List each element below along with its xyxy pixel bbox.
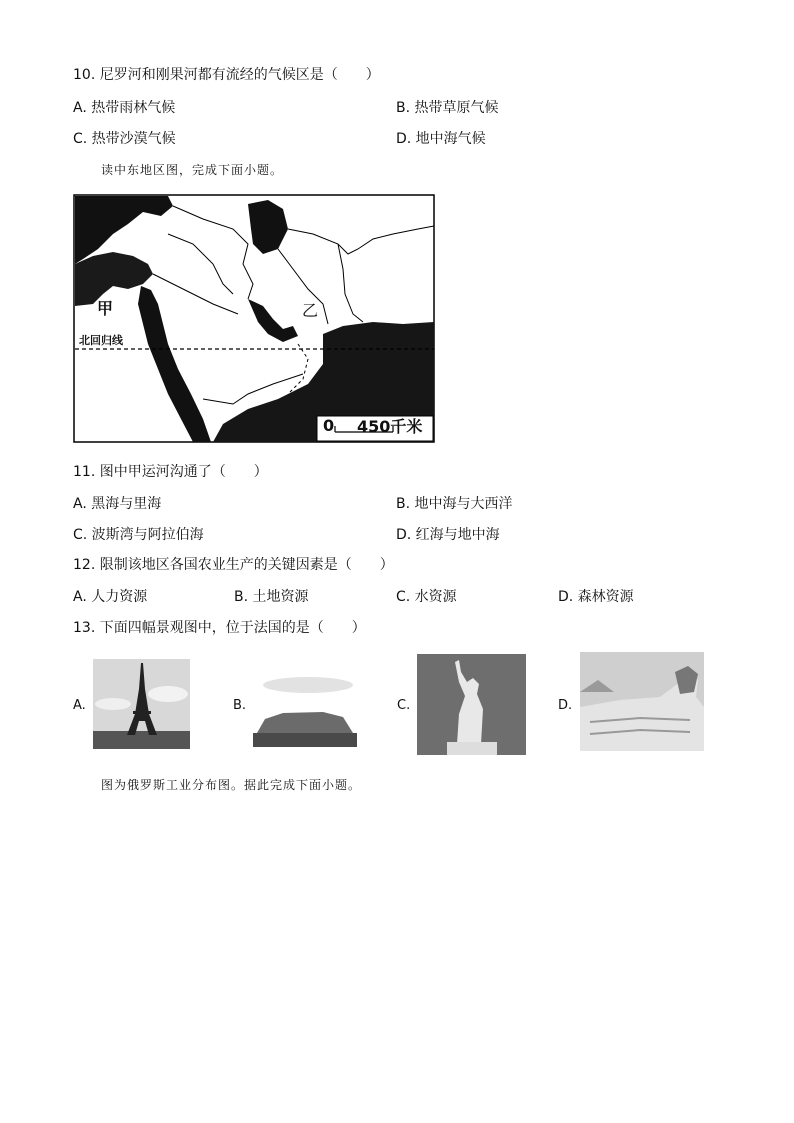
q12-option-a: A. 人力资源: [73, 589, 148, 605]
sphinx-image: [580, 652, 704, 751]
middle-east-map: [73, 194, 435, 443]
q10-option-d: D. 地中海气候: [396, 131, 486, 147]
eiffel-tower-image: [93, 659, 190, 749]
q10-stem: 10. 尼罗河和刚果河都有流经的气候区是（ ）: [73, 67, 380, 83]
q10-option-c: C. 热带沙漠气候: [73, 131, 176, 147]
q11-stem: 11. 图中甲运河沟通了（ ）: [73, 464, 268, 480]
q13-label-a: A.: [73, 698, 86, 713]
scale-zero: 0: [323, 416, 335, 435]
q11-option-a: A. 黑海与里海: [73, 496, 162, 512]
uluru-image: [253, 657, 357, 747]
tropic-of-cancer-label: 北回归线: [79, 334, 123, 347]
statue-of-liberty-image: [417, 654, 526, 755]
q13-label-c: C.: [397, 698, 411, 713]
q12-option-d: D. 森林资源: [558, 589, 634, 605]
intro-russia-industry: 图为俄罗斯工业分布图。据此完成下面小题。: [101, 778, 362, 792]
q11-option-b: B. 地中海与大西洋: [396, 496, 513, 512]
intro-middle-east: 读中东地区图，完成下面小题。: [101, 163, 284, 177]
q10-option-a: A. 热带雨林气候: [73, 100, 176, 116]
map-label-yi: 乙: [302, 301, 319, 320]
q11-option-d: D. 红海与地中海: [396, 527, 500, 543]
q13-label-b: B.: [233, 698, 247, 713]
q10-option-b: B. 热带草原气候: [396, 100, 499, 116]
q13-label-d: D.: [558, 698, 573, 713]
q12-option-b: B. 土地资源: [234, 589, 309, 605]
q12-option-c: C. 水资源: [396, 589, 457, 605]
q12-stem: 12. 限制该地区各国农业生产的关键因素是（ ）: [73, 557, 394, 573]
scale-label: 450千米: [357, 417, 423, 436]
q13-stem: 13. 下面四幅景观图中，位于法国的是（ ）: [73, 620, 366, 636]
map-label-jia: 甲: [97, 299, 114, 318]
q11-option-c: C. 波斯湾与阿拉伯海: [73, 527, 204, 543]
